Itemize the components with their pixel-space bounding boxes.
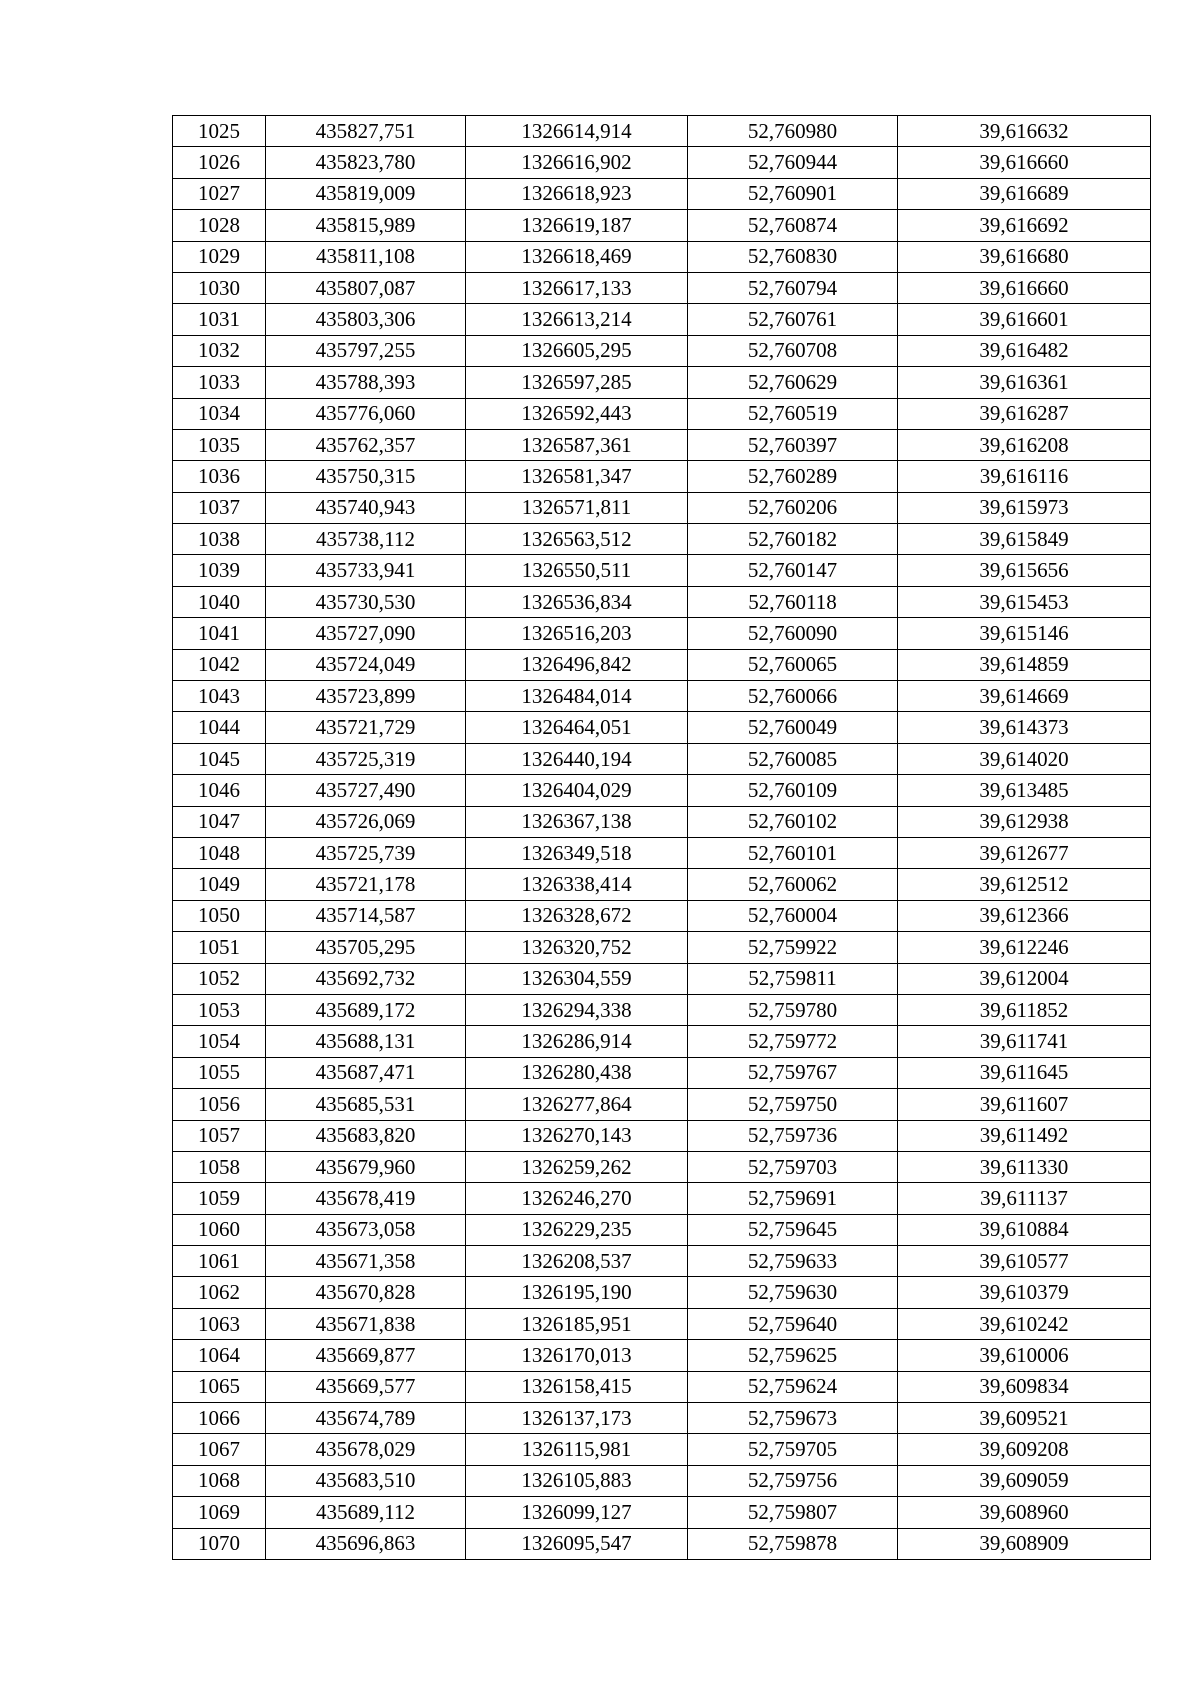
longitude-cell: 39,612366 bbox=[898, 900, 1151, 931]
x-coordinate-cell: 435689,112 bbox=[266, 1497, 466, 1528]
point-number-cell: 1043 bbox=[173, 681, 266, 712]
table-row bbox=[173, 586, 1151, 617]
latitude-cell: 52,760147 bbox=[688, 555, 898, 586]
y-coordinate-cell: 1326137,173 bbox=[466, 1403, 688, 1434]
table-row bbox=[173, 806, 1151, 837]
x-coordinate-cell: 435673,058 bbox=[266, 1214, 466, 1245]
longitude-cell: 39,612677 bbox=[898, 837, 1151, 868]
point-number-cell: 1039 bbox=[173, 555, 266, 586]
table-row bbox=[173, 1340, 1151, 1371]
point-number-cell: 1068 bbox=[173, 1465, 266, 1496]
point-number-cell: 1050 bbox=[173, 900, 266, 931]
y-coordinate-cell: 1326095,547 bbox=[466, 1528, 688, 1559]
point-number-cell: 1042 bbox=[173, 649, 266, 680]
longitude-cell: 39,616287 bbox=[898, 398, 1151, 429]
table-row bbox=[173, 555, 1151, 586]
table-row bbox=[173, 1026, 1151, 1057]
x-coordinate-cell: 435714,587 bbox=[266, 900, 466, 931]
y-coordinate-cell: 1326158,415 bbox=[466, 1371, 688, 1402]
y-coordinate-cell: 1326605,295 bbox=[466, 335, 688, 366]
point-number-cell: 1049 bbox=[173, 869, 266, 900]
latitude-cell: 52,759691 bbox=[688, 1183, 898, 1214]
table-row bbox=[173, 775, 1151, 806]
table-row bbox=[173, 869, 1151, 900]
point-number-cell: 1063 bbox=[173, 1308, 266, 1339]
longitude-cell: 39,610577 bbox=[898, 1246, 1151, 1277]
longitude-cell: 39,616680 bbox=[898, 241, 1151, 272]
latitude-cell: 52,760085 bbox=[688, 743, 898, 774]
longitude-cell: 39,616116 bbox=[898, 461, 1151, 492]
longitude-cell: 39,616482 bbox=[898, 335, 1151, 366]
latitude-cell: 52,759705 bbox=[688, 1434, 898, 1465]
longitude-cell: 39,611645 bbox=[898, 1057, 1151, 1088]
point-number-cell: 1045 bbox=[173, 743, 266, 774]
table-row bbox=[173, 963, 1151, 994]
x-coordinate-cell: 435689,172 bbox=[266, 994, 466, 1025]
table-row bbox=[173, 1151, 1151, 1182]
table-row bbox=[173, 649, 1151, 680]
latitude-cell: 52,760289 bbox=[688, 461, 898, 492]
x-coordinate-cell: 435683,820 bbox=[266, 1120, 466, 1151]
x-coordinate-cell: 435797,255 bbox=[266, 335, 466, 366]
latitude-cell: 52,759772 bbox=[688, 1026, 898, 1057]
latitude-cell: 52,759878 bbox=[688, 1528, 898, 1559]
point-number-cell: 1067 bbox=[173, 1434, 266, 1465]
table-row bbox=[173, 1308, 1151, 1339]
point-number-cell: 1029 bbox=[173, 241, 266, 272]
x-coordinate-cell: 435819,009 bbox=[266, 178, 466, 209]
x-coordinate-cell: 435671,358 bbox=[266, 1246, 466, 1277]
point-number-cell: 1031 bbox=[173, 304, 266, 335]
x-coordinate-cell: 435696,863 bbox=[266, 1528, 466, 1559]
point-number-cell: 1036 bbox=[173, 461, 266, 492]
y-coordinate-cell: 1326259,262 bbox=[466, 1151, 688, 1182]
coordinates-table-body bbox=[173, 116, 1151, 1560]
table-row bbox=[173, 1057, 1151, 1088]
x-coordinate-cell: 435815,989 bbox=[266, 210, 466, 241]
latitude-cell: 52,760794 bbox=[688, 272, 898, 303]
table-row bbox=[173, 1465, 1151, 1496]
longitude-cell: 39,611852 bbox=[898, 994, 1151, 1025]
longitude-cell: 39,612938 bbox=[898, 806, 1151, 837]
x-coordinate-cell: 435669,877 bbox=[266, 1340, 466, 1371]
latitude-cell: 52,759750 bbox=[688, 1089, 898, 1120]
latitude-cell: 52,759673 bbox=[688, 1403, 898, 1434]
longitude-cell: 39,610006 bbox=[898, 1340, 1151, 1371]
x-coordinate-cell: 435688,131 bbox=[266, 1026, 466, 1057]
point-number-cell: 1044 bbox=[173, 712, 266, 743]
y-coordinate-cell: 1326338,414 bbox=[466, 869, 688, 900]
y-coordinate-cell: 1326496,842 bbox=[466, 649, 688, 680]
point-number-cell: 1040 bbox=[173, 586, 266, 617]
y-coordinate-cell: 1326115,981 bbox=[466, 1434, 688, 1465]
y-coordinate-cell: 1326404,029 bbox=[466, 775, 688, 806]
latitude-cell: 52,760109 bbox=[688, 775, 898, 806]
point-number-cell: 1069 bbox=[173, 1497, 266, 1528]
point-number-cell: 1058 bbox=[173, 1151, 266, 1182]
longitude-cell: 39,616660 bbox=[898, 147, 1151, 178]
point-number-cell: 1034 bbox=[173, 398, 266, 429]
longitude-cell: 39,611137 bbox=[898, 1183, 1151, 1214]
point-number-cell: 1052 bbox=[173, 963, 266, 994]
x-coordinate-cell: 435670,828 bbox=[266, 1277, 466, 1308]
table-row bbox=[173, 1089, 1151, 1120]
longitude-cell: 39,609834 bbox=[898, 1371, 1151, 1402]
x-coordinate-cell: 435725,739 bbox=[266, 837, 466, 868]
x-coordinate-cell: 435678,029 bbox=[266, 1434, 466, 1465]
longitude-cell: 39,616660 bbox=[898, 272, 1151, 303]
table-row bbox=[173, 1246, 1151, 1277]
longitude-cell: 39,614373 bbox=[898, 712, 1151, 743]
y-coordinate-cell: 1326536,834 bbox=[466, 586, 688, 617]
point-number-cell: 1032 bbox=[173, 335, 266, 366]
longitude-cell: 39,611607 bbox=[898, 1089, 1151, 1120]
y-coordinate-cell: 1326208,537 bbox=[466, 1246, 688, 1277]
y-coordinate-cell: 1326304,559 bbox=[466, 963, 688, 994]
x-coordinate-cell: 435669,577 bbox=[266, 1371, 466, 1402]
longitude-cell: 39,610884 bbox=[898, 1214, 1151, 1245]
table-row bbox=[173, 367, 1151, 398]
y-coordinate-cell: 1326349,518 bbox=[466, 837, 688, 868]
latitude-cell: 52,759780 bbox=[688, 994, 898, 1025]
x-coordinate-cell: 435692,732 bbox=[266, 963, 466, 994]
table-row bbox=[173, 398, 1151, 429]
x-coordinate-cell: 435724,049 bbox=[266, 649, 466, 680]
latitude-cell: 52,760049 bbox=[688, 712, 898, 743]
table-row bbox=[173, 1214, 1151, 1245]
x-coordinate-cell: 435725,319 bbox=[266, 743, 466, 774]
x-coordinate-cell: 435683,510 bbox=[266, 1465, 466, 1496]
point-number-cell: 1055 bbox=[173, 1057, 266, 1088]
point-number-cell: 1028 bbox=[173, 210, 266, 241]
longitude-cell: 39,614020 bbox=[898, 743, 1151, 774]
longitude-cell: 39,608909 bbox=[898, 1528, 1151, 1559]
point-number-cell: 1026 bbox=[173, 147, 266, 178]
point-number-cell: 1065 bbox=[173, 1371, 266, 1402]
y-coordinate-cell: 1326484,014 bbox=[466, 681, 688, 712]
y-coordinate-cell: 1326185,951 bbox=[466, 1308, 688, 1339]
longitude-cell: 39,609208 bbox=[898, 1434, 1151, 1465]
x-coordinate-cell: 435678,419 bbox=[266, 1183, 466, 1214]
y-coordinate-cell: 1326597,285 bbox=[466, 367, 688, 398]
table-row bbox=[173, 461, 1151, 492]
table-row bbox=[173, 618, 1151, 649]
table-row bbox=[173, 1528, 1151, 1559]
latitude-cell: 52,760066 bbox=[688, 681, 898, 712]
y-coordinate-cell: 1326170,013 bbox=[466, 1340, 688, 1371]
point-number-cell: 1030 bbox=[173, 272, 266, 303]
x-coordinate-cell: 435726,069 bbox=[266, 806, 466, 837]
latitude-cell: 52,759645 bbox=[688, 1214, 898, 1245]
point-number-cell: 1047 bbox=[173, 806, 266, 837]
y-coordinate-cell: 1326286,914 bbox=[466, 1026, 688, 1057]
x-coordinate-cell: 435827,751 bbox=[266, 116, 466, 147]
longitude-cell: 39,615453 bbox=[898, 586, 1151, 617]
x-coordinate-cell: 435727,490 bbox=[266, 775, 466, 806]
latitude-cell: 52,760090 bbox=[688, 618, 898, 649]
latitude-cell: 52,759624 bbox=[688, 1371, 898, 1402]
table-row bbox=[173, 712, 1151, 743]
latitude-cell: 52,760102 bbox=[688, 806, 898, 837]
longitude-cell: 39,609521 bbox=[898, 1403, 1151, 1434]
y-coordinate-cell: 1326294,338 bbox=[466, 994, 688, 1025]
point-number-cell: 1064 bbox=[173, 1340, 266, 1371]
y-coordinate-cell: 1326367,138 bbox=[466, 806, 688, 837]
point-number-cell: 1060 bbox=[173, 1214, 266, 1245]
latitude-cell: 52,760519 bbox=[688, 398, 898, 429]
x-coordinate-cell: 435679,960 bbox=[266, 1151, 466, 1182]
table-row bbox=[173, 429, 1151, 460]
latitude-cell: 52,760761 bbox=[688, 304, 898, 335]
latitude-cell: 52,760708 bbox=[688, 335, 898, 366]
longitude-cell: 39,611741 bbox=[898, 1026, 1151, 1057]
latitude-cell: 52,759767 bbox=[688, 1057, 898, 1088]
table-row bbox=[173, 210, 1151, 241]
x-coordinate-cell: 435803,306 bbox=[266, 304, 466, 335]
point-number-cell: 1054 bbox=[173, 1026, 266, 1057]
longitude-cell: 39,614859 bbox=[898, 649, 1151, 680]
x-coordinate-cell: 435687,471 bbox=[266, 1057, 466, 1088]
y-coordinate-cell: 1326246,270 bbox=[466, 1183, 688, 1214]
point-number-cell: 1070 bbox=[173, 1528, 266, 1559]
latitude-cell: 52,759703 bbox=[688, 1151, 898, 1182]
longitude-cell: 39,611330 bbox=[898, 1151, 1151, 1182]
x-coordinate-cell: 435776,060 bbox=[266, 398, 466, 429]
table-row bbox=[173, 994, 1151, 1025]
longitude-cell: 39,616361 bbox=[898, 367, 1151, 398]
latitude-cell: 52,759625 bbox=[688, 1340, 898, 1371]
latitude-cell: 52,760004 bbox=[688, 900, 898, 931]
coordinates-table bbox=[172, 115, 1151, 1560]
latitude-cell: 52,759630 bbox=[688, 1277, 898, 1308]
table-row bbox=[173, 681, 1151, 712]
x-coordinate-cell: 435733,941 bbox=[266, 555, 466, 586]
y-coordinate-cell: 1326195,190 bbox=[466, 1277, 688, 1308]
latitude-cell: 52,760062 bbox=[688, 869, 898, 900]
x-coordinate-cell: 435727,090 bbox=[266, 618, 466, 649]
latitude-cell: 52,760830 bbox=[688, 241, 898, 272]
table-row bbox=[173, 1183, 1151, 1214]
y-coordinate-cell: 1326464,051 bbox=[466, 712, 688, 743]
point-number-cell: 1038 bbox=[173, 524, 266, 555]
latitude-cell: 52,760065 bbox=[688, 649, 898, 680]
table-row bbox=[173, 900, 1151, 931]
y-coordinate-cell: 1326280,438 bbox=[466, 1057, 688, 1088]
x-coordinate-cell: 435723,899 bbox=[266, 681, 466, 712]
longitude-cell: 39,612004 bbox=[898, 963, 1151, 994]
y-coordinate-cell: 1326619,187 bbox=[466, 210, 688, 241]
y-coordinate-cell: 1326613,214 bbox=[466, 304, 688, 335]
latitude-cell: 52,759633 bbox=[688, 1246, 898, 1277]
y-coordinate-cell: 1326587,361 bbox=[466, 429, 688, 460]
table-row bbox=[173, 241, 1151, 272]
y-coordinate-cell: 1326550,511 bbox=[466, 555, 688, 586]
longitude-cell: 39,616601 bbox=[898, 304, 1151, 335]
longitude-cell: 39,611492 bbox=[898, 1120, 1151, 1151]
longitude-cell: 39,610379 bbox=[898, 1277, 1151, 1308]
table-row bbox=[173, 272, 1151, 303]
table-row bbox=[173, 837, 1151, 868]
x-coordinate-cell: 435671,838 bbox=[266, 1308, 466, 1339]
point-number-cell: 1033 bbox=[173, 367, 266, 398]
x-coordinate-cell: 435738,112 bbox=[266, 524, 466, 555]
longitude-cell: 39,610242 bbox=[898, 1308, 1151, 1339]
x-coordinate-cell: 435740,943 bbox=[266, 492, 466, 523]
y-coordinate-cell: 1326571,811 bbox=[466, 492, 688, 523]
latitude-cell: 52,759640 bbox=[688, 1308, 898, 1339]
longitude-cell: 39,614669 bbox=[898, 681, 1151, 712]
x-coordinate-cell: 435823,780 bbox=[266, 147, 466, 178]
y-coordinate-cell: 1326617,133 bbox=[466, 272, 688, 303]
point-number-cell: 1057 bbox=[173, 1120, 266, 1151]
point-number-cell: 1053 bbox=[173, 994, 266, 1025]
table-row bbox=[173, 1371, 1151, 1402]
point-number-cell: 1066 bbox=[173, 1403, 266, 1434]
latitude-cell: 52,760980 bbox=[688, 116, 898, 147]
latitude-cell: 52,760182 bbox=[688, 524, 898, 555]
table-row bbox=[173, 335, 1151, 366]
latitude-cell: 52,760901 bbox=[688, 178, 898, 209]
point-number-cell: 1035 bbox=[173, 429, 266, 460]
y-coordinate-cell: 1326105,883 bbox=[466, 1465, 688, 1496]
table-row bbox=[173, 178, 1151, 209]
point-number-cell: 1061 bbox=[173, 1246, 266, 1277]
x-coordinate-cell: 435788,393 bbox=[266, 367, 466, 398]
longitude-cell: 39,616208 bbox=[898, 429, 1151, 460]
point-number-cell: 1025 bbox=[173, 116, 266, 147]
y-coordinate-cell: 1326618,923 bbox=[466, 178, 688, 209]
longitude-cell: 39,616689 bbox=[898, 178, 1151, 209]
y-coordinate-cell: 1326229,235 bbox=[466, 1214, 688, 1245]
x-coordinate-cell: 435721,178 bbox=[266, 869, 466, 900]
x-coordinate-cell: 435750,315 bbox=[266, 461, 466, 492]
y-coordinate-cell: 1326270,143 bbox=[466, 1120, 688, 1151]
point-number-cell: 1046 bbox=[173, 775, 266, 806]
latitude-cell: 52,760101 bbox=[688, 837, 898, 868]
longitude-cell: 39,615849 bbox=[898, 524, 1151, 555]
point-number-cell: 1062 bbox=[173, 1277, 266, 1308]
point-number-cell: 1041 bbox=[173, 618, 266, 649]
longitude-cell: 39,615656 bbox=[898, 555, 1151, 586]
latitude-cell: 52,760944 bbox=[688, 147, 898, 178]
table-row bbox=[173, 932, 1151, 963]
latitude-cell: 52,760629 bbox=[688, 367, 898, 398]
y-coordinate-cell: 1326320,752 bbox=[466, 932, 688, 963]
table-row bbox=[173, 1277, 1151, 1308]
latitude-cell: 52,760874 bbox=[688, 210, 898, 241]
y-coordinate-cell: 1326616,902 bbox=[466, 147, 688, 178]
y-coordinate-cell: 1326277,864 bbox=[466, 1089, 688, 1120]
y-coordinate-cell: 1326440,194 bbox=[466, 743, 688, 774]
y-coordinate-cell: 1326592,443 bbox=[466, 398, 688, 429]
latitude-cell: 52,759807 bbox=[688, 1497, 898, 1528]
x-coordinate-cell: 435685,531 bbox=[266, 1089, 466, 1120]
x-coordinate-cell: 435811,108 bbox=[266, 241, 466, 272]
latitude-cell: 52,760397 bbox=[688, 429, 898, 460]
point-number-cell: 1059 bbox=[173, 1183, 266, 1214]
x-coordinate-cell: 435807,087 bbox=[266, 272, 466, 303]
longitude-cell: 39,615146 bbox=[898, 618, 1151, 649]
y-coordinate-cell: 1326328,672 bbox=[466, 900, 688, 931]
y-coordinate-cell: 1326618,469 bbox=[466, 241, 688, 272]
latitude-cell: 52,759736 bbox=[688, 1120, 898, 1151]
table-row bbox=[173, 743, 1151, 774]
table-row bbox=[173, 492, 1151, 523]
x-coordinate-cell: 435721,729 bbox=[266, 712, 466, 743]
longitude-cell: 39,615973 bbox=[898, 492, 1151, 523]
longitude-cell: 39,608960 bbox=[898, 1497, 1151, 1528]
table-row bbox=[173, 1403, 1151, 1434]
x-coordinate-cell: 435705,295 bbox=[266, 932, 466, 963]
table-row bbox=[173, 1434, 1151, 1465]
table-row bbox=[173, 116, 1151, 147]
x-coordinate-cell: 435674,789 bbox=[266, 1403, 466, 1434]
longitude-cell: 39,609059 bbox=[898, 1465, 1151, 1496]
y-coordinate-cell: 1326581,347 bbox=[466, 461, 688, 492]
longitude-cell: 39,616692 bbox=[898, 210, 1151, 241]
table-row bbox=[173, 304, 1151, 335]
table-row bbox=[173, 1120, 1151, 1151]
y-coordinate-cell: 1326099,127 bbox=[466, 1497, 688, 1528]
point-number-cell: 1051 bbox=[173, 932, 266, 963]
longitude-cell: 39,612512 bbox=[898, 869, 1151, 900]
latitude-cell: 52,759811 bbox=[688, 963, 898, 994]
table-row bbox=[173, 524, 1151, 555]
x-coordinate-cell: 435762,357 bbox=[266, 429, 466, 460]
y-coordinate-cell: 1326516,203 bbox=[466, 618, 688, 649]
point-number-cell: 1037 bbox=[173, 492, 266, 523]
longitude-cell: 39,616632 bbox=[898, 116, 1151, 147]
y-coordinate-cell: 1326614,914 bbox=[466, 116, 688, 147]
point-number-cell: 1027 bbox=[173, 178, 266, 209]
x-coordinate-cell: 435730,530 bbox=[266, 586, 466, 617]
longitude-cell: 39,612246 bbox=[898, 932, 1151, 963]
point-number-cell: 1048 bbox=[173, 837, 266, 868]
point-number-cell: 1056 bbox=[173, 1089, 266, 1120]
latitude-cell: 52,760206 bbox=[688, 492, 898, 523]
longitude-cell: 39,613485 bbox=[898, 775, 1151, 806]
y-coordinate-cell: 1326563,512 bbox=[466, 524, 688, 555]
latitude-cell: 52,759922 bbox=[688, 932, 898, 963]
table-row bbox=[173, 147, 1151, 178]
latitude-cell: 52,760118 bbox=[688, 586, 898, 617]
latitude-cell: 52,759756 bbox=[688, 1465, 898, 1496]
table-row bbox=[173, 1497, 1151, 1528]
